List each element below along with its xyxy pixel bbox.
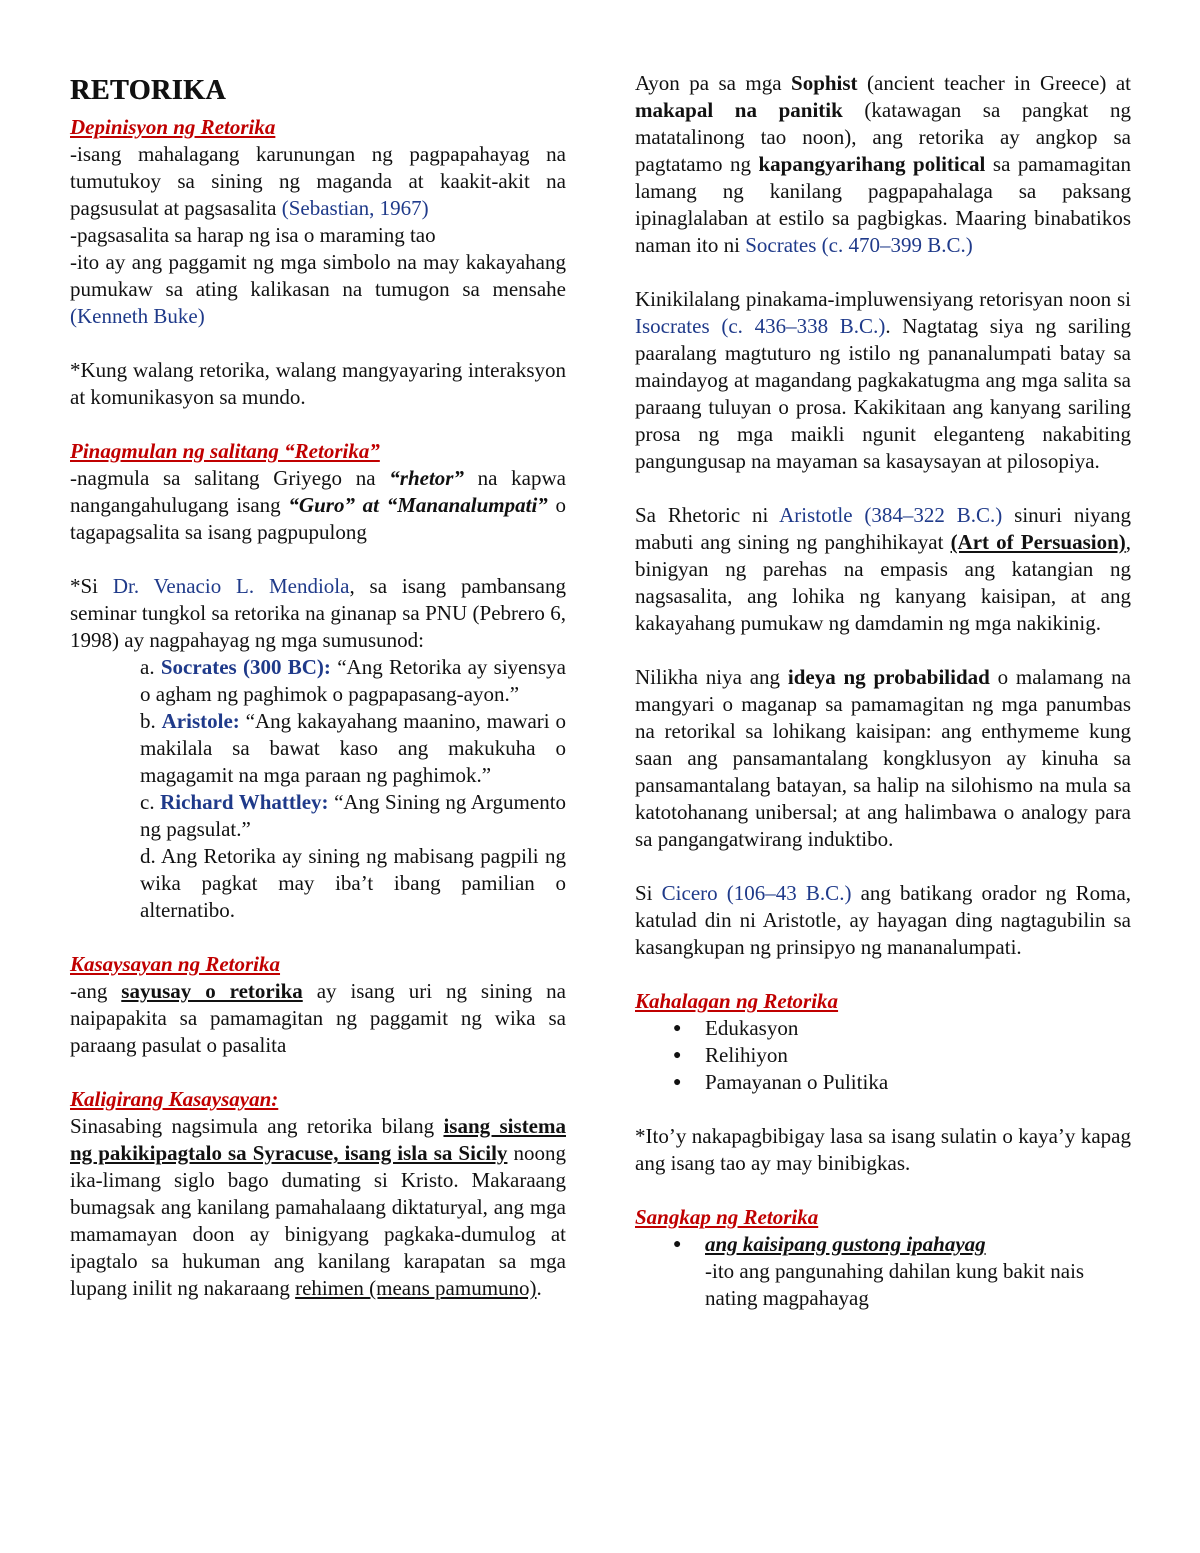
citation-sebastian: (Sebastian, 1967): [281, 196, 429, 220]
cicero-date: Cicero (106–43 B.C.): [661, 881, 852, 905]
mendiola-paragraph: *Si Dr. Venacio L. Mendiola, sa isang pambansang seminar tungkol sa retorika na ginanap sa PNU (Pebrero 6, 1998) ay nagpahayag ng mga sumusunod:: [70, 574, 566, 652]
quote-item-b: b. Aristole: “Ang kakayahang maanino, mawari o makilala sa bawat kaso ang makukuha o magagamit na mga paraan ng paghimok.”: [140, 709, 567, 787]
probabilidad-paragraph: Nilikha niya ang ideya ng probabilidad o malamang na mangyari o maganap sa pamamagitan ng mga panumbas na retorikal sa lohikang kaisipan: ang enthymeme kung saan ang pansamantalang kongklusyon ay kinuha sa pansamantalang batayan, sa halip na silohismo na mula sa katotohanang unibersal; at ang halimbawa o analogy para sa pangangatwirang induktibo.: [635, 665, 1131, 851]
list-item: ● Relihiyon: [635, 1042, 1131, 1069]
note-lasa: *Ito’y nakapagbibigay lasa sa isang sulatin o kaya’y kapag ang isang tao ay may binibigkas.: [635, 1124, 1131, 1175]
list-item: ● Pamayanan o Pulitika: [635, 1069, 1131, 1096]
list-item: ● ang kaisipang gustong ipahayag: [635, 1231, 1131, 1258]
section-heading-kahalagan: Kahalagan ng Retorika: [635, 989, 839, 1013]
cicero-paragraph: Si Cicero (106–43 B.C.) ang batikang orador ng Roma, katulad din ni Aristotle, ay hayagan ding nagtagubilin sa kasangkupan ng prinsipyo ng mananalumpati.: [635, 881, 1132, 959]
section-heading-sangkap: Sangkap ng Retorika: [635, 1205, 819, 1229]
section-heading-pinagmulan: Pinagmulan ng salitang “Retorika”: [70, 439, 380, 463]
bullet-icon: ●: [673, 1075, 682, 1090]
quote-list: [70, 654, 566, 924]
isocrates-date: Isocrates (c. 436–338 B.C.): [635, 314, 886, 338]
section-heading-depinisyon: Depinisyon ng Retorika: [70, 115, 276, 139]
quote-item-a: a. Socrates (300 BC): “Ang Retorika ay siyensya o agham ng paghimok o pagpapasang-ayon.”: [140, 655, 566, 706]
history-paragraph: -ang sayusay o retorika ay isang uri ng sining na naipapakita sa pamamagitan ng paggamit ng wika sa paraang pasulat o pasalita: [70, 979, 566, 1057]
definition-2: -pagsasalita sa harap ng isa o maraming tao: [70, 223, 436, 247]
section-heading-kasaysayan: Kasaysayan ng Retorika: [70, 952, 281, 976]
mendiola-name: Dr. Venacio L. Mendiola: [112, 574, 350, 598]
bullet-icon: ●: [673, 1021, 682, 1036]
note-interaksyon: *Kung walang retorika, walang mangyayaring interaksyon at komunikasyon sa mundo.: [70, 358, 566, 409]
citation-kenneth-buke: (Kenneth Buke): [70, 304, 205, 328]
quote-item-d: d. Ang Retorika ay sining ng mabisang pagpili ng wika pagkat may iba’t ibang pamilian o alternatibo.: [140, 844, 566, 922]
aristotle-paragraph: Sa Rhetoric ni Aristotle (384–322 B.C.) sinuri niyang mabuti ang sining ng panghihikayat (Art of Persuasion), binigyan ng parehas na empasis ang katangian ng nagsasalita, ang lohika ng kanyang kaisipan, at ang kakayahang pumukaw ng damdamin ng mga nakikinig.: [635, 503, 1132, 635]
sophist-paragraph: Ayon pa sa mga Sophist (ancient teacher in Greece) at makapal na panitik (katawagan sa pangkat ng matatalinong tao noon), ang retorika ay angkop sa pagtatamo ng kapangyarihang political sa pamamagitan lamang ng kanilang pagpapahalaga sa paksang ipinaglalaban at estilo sa pagbigkas. Maaring binabatikos naman ito ni Socrates (c. 470–399 B.C.): [635, 71, 1132, 257]
quote-item-c: c. Richard Whattley: “Ang Sining ng Argumento ng pagsulat.”: [140, 790, 567, 841]
definition-3: -ito ay ang paggamit ng mga simbolo na may kakayahang pumukaw sa ating kalikasan na tumugon sa mensahe (Kenneth Buke): [70, 250, 566, 328]
page-title: RETORIKA: [70, 75, 226, 106]
right-column: [635, 70, 1131, 1312]
definition-1: -isang mahalagang karunungan ng pagpapahayag na tumutukoy sa sining ng maganda at kaakit-akit na pagsusulat at pagsasalita (Sebastian, 1967): [70, 142, 566, 220]
background-paragraph: Sinasabing nagsimula ang retorika bilang isang sistema ng pakikipagtalo sa Syracuse, isang isla sa Sicily noong ika-limang siglo bago dumating si Kristo. Makaraang bumagsak ang kanilang pamahalaang diktaturyal, ang mga mamamayan doon ay binigyang pagkaka-dumulog at ipagtalo sa hukuman ang kanilang karapatan sa mga lupang inilit ng nakaraang rehimen (means pamumuno).: [70, 1114, 566, 1300]
socrates-date: Socrates (c. 470–399 B.C.): [745, 233, 973, 257]
bullet-icon: ●: [673, 1237, 682, 1252]
aristotle-date: Aristotle (384–322 B.C.): [779, 503, 1003, 527]
list-item: ● Edukasyon: [635, 1015, 1131, 1042]
origin-paragraph: -nagmula sa salitang Griyego na “rhetor” na kapwa nangangahulugang isang “Guro” at “Mananalumpati” o tagapagsalita sa isang pagpupulong: [70, 466, 567, 544]
list-item-description: -ito ang pangunahing dahilan kung bakit nais nating magpahayag: [705, 1259, 1085, 1310]
left-column: [70, 70, 566, 1302]
bullet-icon: ●: [673, 1048, 682, 1063]
section-heading-kaligirang: Kaligirang Kasaysayan:: [70, 1087, 279, 1111]
isocrates-paragraph: Kinikilalang pinakama-impluwensiyang retorisyan noon si Isocrates (c. 436–338 B.C.). Nagtatag siya ng sariling paaralang magtuturo ng istilo ng pananalumpati batay sa maindayog at magandang pagkakatugma ang mga salita sa paraang tuluyan o prosa. Kakikitaan ang kanyang sariling prosa ng mga maikli ngunit eleganteng nakabiting pangungusap na mayaman sa kasaysayan at pilosopiya.: [635, 287, 1131, 473]
